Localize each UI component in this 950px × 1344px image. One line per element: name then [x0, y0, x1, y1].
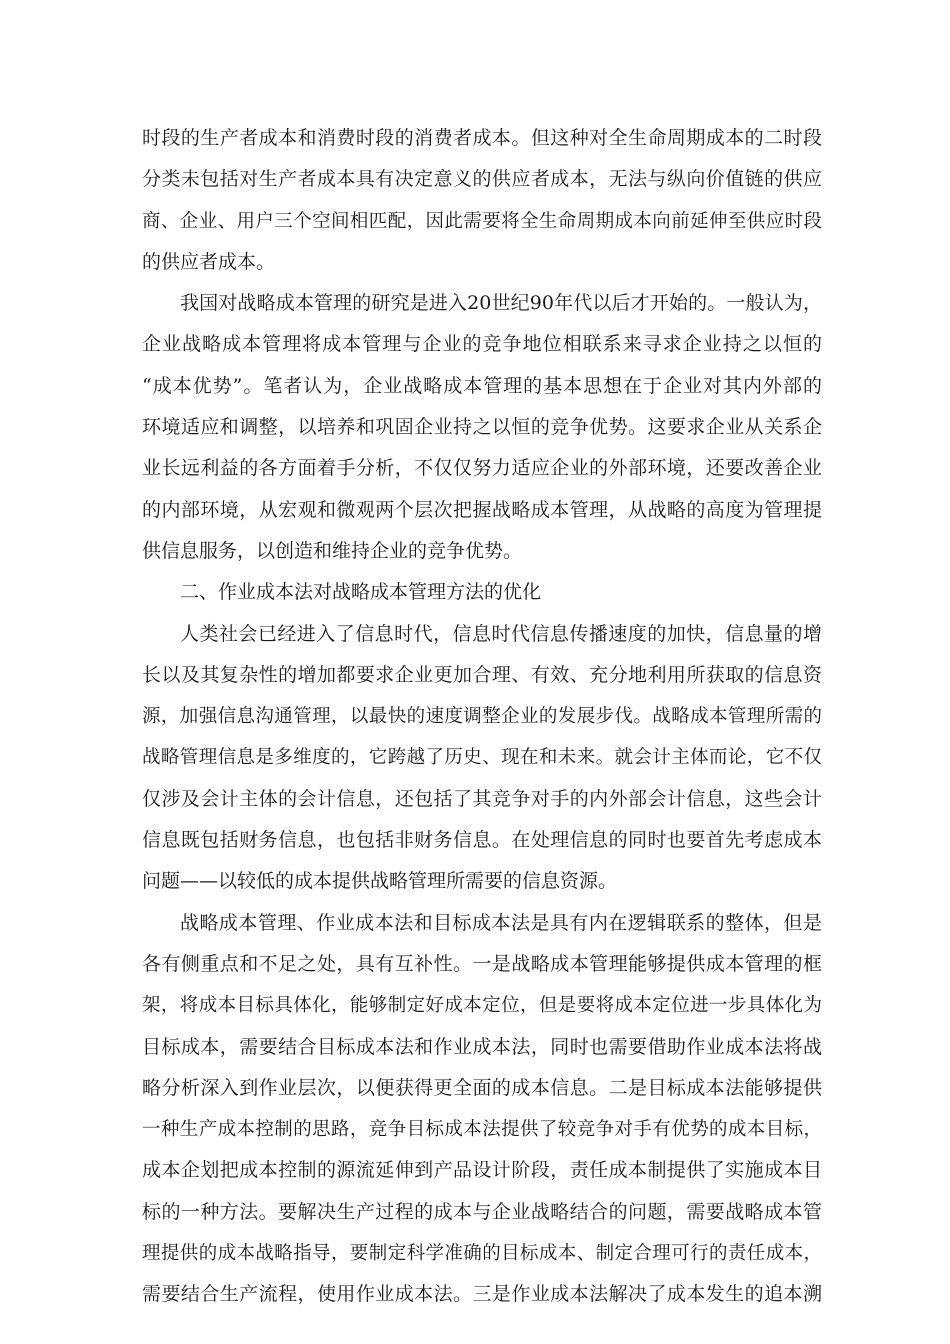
text-line: 战略管理信息是多维度的，它跨越了历史、现在和未来。就会计主体而论，它不仅 [142, 747, 822, 769]
text-line: 我国对战略成本管理的研究是进入20世纪90年代以后才开始的。一般认为， [180, 292, 822, 315]
text-line: 时段的生产者成本和消费时段的消费者成本。但这种对全生命周期成本的二时段 [142, 127, 822, 149]
text-line: 仅涉及会计主体的会计信息，还包括了其竞争对手的内外部会计信息，这些会计 [142, 787, 822, 810]
text-line: 需要结合生产流程，使用作业成本法。三是作业成本法解决了成本发生的追本溯 [142, 1283, 822, 1306]
text-line: 信息既包括财务信息，也包括非财务信息。在处理信息的同时也要首先考虑成本 [142, 829, 822, 852]
text-line: 标的一种方法。要解决生产过程的成本与企业战略结合的问题，需要战略成本管 [142, 1200, 822, 1223]
body-text [142, 118, 822, 1316]
text-line: 环境适应和调整，以培养和巩固企业持之以恒的竞争优势。这要求企业从关系企 [142, 416, 822, 439]
text-line: 的供应者成本。 [142, 250, 276, 273]
text-line: 理提供的成本战略指导，要制定科学准确的目标成本、制定合理可行的责任成本， [142, 1243, 822, 1265]
text-line: 各有侧重点和不足之处，具有互补性。一是战略成本管理能够提供成本管理的框 [142, 952, 822, 975]
text-line: 目标成本，需要结合目标成本法和作业成本法，同时也需要借助作业成本法将战 [142, 1035, 822, 1058]
text-line: 战略成本管理、作业成本法和目标成本法是具有内在逻辑联系的整体，但是 [180, 911, 822, 934]
text-line: 成本企划把成本控制的源流延伸到产品设计阶段，责任成本制提供了实施成本目 [142, 1159, 822, 1182]
text-line: 业长远利益的各方面着手分析，不仅仅努力适应企业的外部环境，还要改善企业 [142, 457, 822, 480]
text-line: 商、企业、用户三个空间相匹配，因此需要将全生命周期成本向前延伸至供应时段 [142, 210, 822, 232]
text-line: 企业战略成本管理将成本管理与企业的竞争地位相联系来寻求企业持之以恒的 [142, 333, 822, 356]
text-line: 问题——以较低的成本提供战略管理所需要的信息资源。 [142, 870, 618, 893]
text-line: 的内部环境，从宏观和微观两个层次把握战略成本管理，从战略的高度为管理提 [142, 498, 822, 521]
text-line: “成本优势”。笔者认为，企业战略成本管理的基本思想在于企业对其内外部的 [142, 374, 822, 397]
text-line: 分类未包括对生产者成本具有决定意义的供应者成本，无法与纵向价值链的供应 [142, 168, 822, 191]
text-line: 二、作业成本法对战略成本管理方法的优化 [180, 581, 542, 604]
text-line: 人类社会已经进入了信息时代，信息时代信息传播速度的加快，信息量的增 [180, 622, 822, 645]
text-line: 略分析深入到作业层次，以便获得更全面的成本信息。二是目标成本法能够提供 [142, 1076, 822, 1099]
text-line: 架，将成本目标具体化，能够制定好成本定位，但是要将成本定位进一步具体化为 [142, 995, 822, 1017]
text-line: 供信息服务，以创造和维持企业的竞争优势。 [142, 539, 523, 562]
text-line: 一种生产成本控制的思路，竞争目标成本法提供了较竞争对手有优势的成本目标， [142, 1119, 822, 1141]
text-line: 长以及其复杂性的增加都要求企业更加合理、有效、充分地利用所获取的信息资 [142, 663, 822, 686]
text-line: 源，加强信息沟通管理，以最快的速度调整企业的发展步伐。战略成本管理所需的 [142, 706, 822, 728]
